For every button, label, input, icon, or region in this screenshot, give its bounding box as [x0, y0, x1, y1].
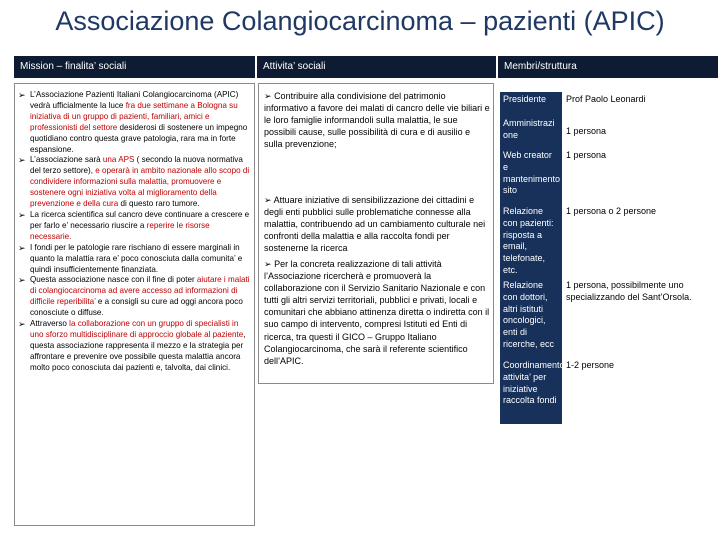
activity-item — [264, 258, 490, 367]
member-row — [500, 278, 715, 358]
activity-text: Per la concreta realizzazione di tali attività l’Associazione ricercherà e promuoverà la collaborazione con il Servizio Sanitario Nazionale e con tutti gli altri servizi territoriali, pubblici e privati, locali e comunitari che abbiano attinenza diretta o indiretta con il suo campo di intervento, compresi Istituti ed Enti di ricerca, tra questi il GICO – Gruppo Italiano Colangiocarcinoma, che sarà il referente scientifico dell’APIC. — [264, 259, 490, 366]
member-value: 1-2 persone — [566, 360, 615, 370]
mission-text: ( secondo la nuova normativa del terzo settore), — [30, 155, 243, 176]
member-role: Relazione con dottori, altri istituti oncologici, enti di ricerche, ecc — [500, 278, 562, 358]
mission-highlight-text: aiutare i malati di colangiocarcinoma ad avere accesso ad informazioni di difficile reperibilita’ — [30, 275, 250, 307]
page-title: Associazione Colangiocarcinoma – pazienti (APIC) — [55, 6, 665, 36]
member-row — [500, 358, 715, 424]
mission-item — [18, 319, 250, 374]
arrow-bullet-icon: ➢ — [18, 319, 26, 330]
members-header: Membri/struttura — [498, 56, 718, 78]
activity-text: Attuare iniziative di sensibilizzazione dei cittadini e degli enti pubblici sulle problematiche connesse alla malattia, contribuendo ad un cambiamento culturale nei confronti della malattia e alla raccolta fondi per sostenerne la ricerca — [264, 195, 486, 254]
mission-item — [18, 90, 250, 155]
arrow-bullet-icon: ➢ — [264, 259, 272, 269]
member-value: Prof Paolo Leonardi — [566, 94, 646, 104]
mission-highlight-text: una APS — [102, 155, 135, 165]
members-table — [500, 92, 715, 424]
member-role: Relazione con pazienti: risposta a email, telefonate, etc. — [500, 204, 562, 278]
mission-highlight-text: e operarà in ambito nazionale allo scopo di condividere informazioni sulla malattia, promuovere e sostenere ogni iniziativa volta al miglioramento della prevenzione e della cura — [30, 166, 250, 209]
mission-item — [18, 155, 250, 210]
member-row — [500, 204, 715, 278]
mission-item — [18, 210, 250, 243]
mission-text: desiderosi di sostenere un impegno quotidiano contro questa grave patologia, rara ma in forte espansione. — [30, 122, 248, 154]
mission-text: L’associazione sarà — [30, 155, 103, 165]
mission-list — [18, 90, 250, 374]
arrow-bullet-icon: ➢ — [264, 195, 272, 205]
mission-item — [18, 243, 250, 276]
member-role: Amministrazione — [500, 116, 562, 148]
mission-text: Questa associazione nasce con il fine di poter — [30, 275, 197, 285]
member-value: 1 persona, possibilmente uno specializzando del Sant’Orsola. — [566, 280, 692, 302]
mission-text: , questa associazione rappresenta il mezzo e la strategia per affrontare e prevenire ove possibile questa malattia ancora molto poco conosciuta dai pazienti e, talvolta, dai clinici. — [30, 329, 246, 372]
member-row — [500, 116, 715, 148]
arrow-bullet-icon: ➢ — [18, 155, 26, 166]
activities-list — [264, 90, 490, 367]
member-value: 1 persona o 2 persone — [566, 206, 657, 216]
member-row — [500, 148, 715, 204]
activity-item — [264, 194, 490, 258]
arrow-bullet-icon: ➢ — [18, 90, 26, 100]
member-role: Web creator e mantenimento sito — [500, 148, 562, 204]
member-value: 1 persona — [566, 150, 607, 160]
member-value: 1 persona — [566, 126, 607, 136]
member-role: Coordinamento attivita’ per iniziative raccolta fondi — [500, 358, 562, 424]
activity-text: Contribuire alla condivisione del patrimonio informativo a favore dei malati di cancro delle vie biliari e le loro famiglie informandoli sulla malattia, le sue possibili cause, sulle possibilità di cura e di ausilio e sulla prevenzione; — [264, 91, 490, 150]
mission-text: L’Associazione Pazienti Italiani Colangiocarcinoma (APIC) vedrà ufficialmente la luce — [30, 90, 239, 110]
mission-text: Attraverso — [30, 319, 70, 329]
mission-highlight-text: fra due settimane a Bologna su iniziativa di un gruppo di pazienti, familiari, amici e professionisti del settore — [30, 100, 238, 132]
mission-item — [18, 275, 250, 319]
mission-text: di questo raro tumore. — [118, 199, 200, 209]
mission-text: La ricerca scientifica sul cancro deve continuare a crescere e per farlo e’ necessario riuscire a — [30, 209, 250, 230]
mission-highlight-text: la collaborazione con un gruppo di specialisti in uno sforzo multidisciplinare di approccio globale al paziente — [30, 319, 244, 339]
member-row — [500, 92, 715, 116]
member-role: Presidente — [500, 92, 562, 116]
mission-text: I fondi per le patologie rare rischiano di essere marginali in quanto la malattia rara e’ poco conosciuta dalla comunita’ e quindi insufficientemente finanziata. — [30, 242, 243, 274]
arrow-bullet-icon: ➢ — [18, 209, 26, 220]
mission-highlight-text: reperire le risorse necessarie. — [30, 220, 210, 241]
mission-text: e a consigli su cure ad oggi ancora poco conosciute o diffuse. — [30, 297, 243, 318]
arrow-bullet-icon: ➢ — [18, 242, 26, 253]
arrow-bullet-icon: ➢ — [264, 91, 272, 101]
arrow-bullet-icon: ➢ — [18, 275, 26, 286]
mission-header: Mission – finalita’ sociali — [14, 56, 255, 78]
activities-header: Attivita’ sociali — [257, 56, 496, 78]
activity-item — [264, 90, 490, 194]
